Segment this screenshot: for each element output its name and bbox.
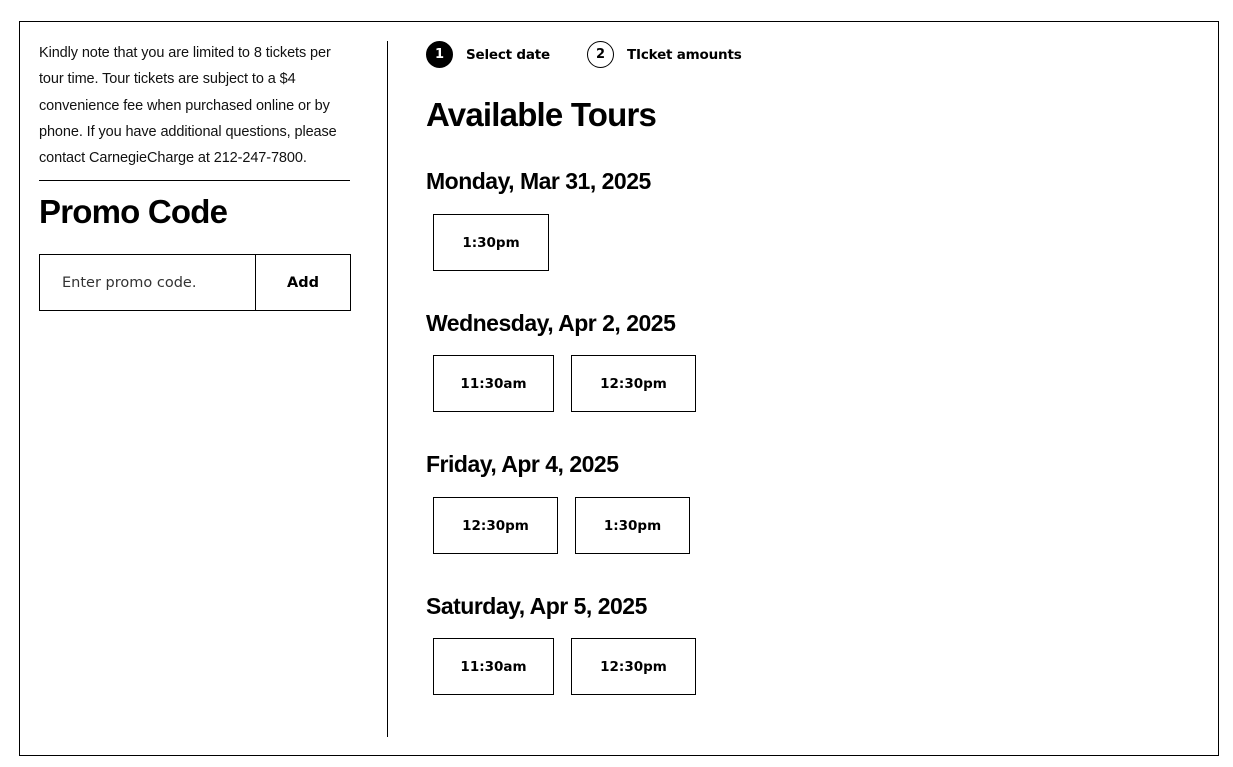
time-slot-button[interactable]: 12:30pm [571,355,696,412]
right-panel [426,41,1206,695]
vertical-divider [387,41,388,737]
time-slot-list [433,497,1206,554]
promo-code-input[interactable] [40,255,256,310]
time-slot-button[interactable]: 1:30pm [433,214,549,271]
step-indicator [426,41,1206,68]
step-ticket-amounts [587,41,742,68]
tour-date-heading: Friday, Apr 4, 2025 [426,451,619,477]
step-select-date [426,41,550,68]
step-label: TIcket amounts [627,46,742,63]
tour-day-sat-apr-5 [426,591,1206,695]
time-slot-button[interactable]: 11:30am [433,638,554,695]
time-slot-button[interactable]: 12:30pm [571,638,696,695]
time-slot-button[interactable]: 12:30pm [433,497,558,554]
step-number: 2 [587,41,614,68]
ticket-selection-panel [19,21,1219,756]
tour-date-heading: Monday, Mar 31, 2025 [426,168,651,194]
promo-code-title: Promo Code [39,193,228,231]
available-tours-title: Available Tours [426,96,657,133]
divider [39,180,350,181]
time-slot-list [433,355,1206,412]
promo-code-form [39,254,351,311]
step-label: Select date [466,46,551,63]
time-slot-list [433,214,1206,271]
tour-date-heading: Saturday, Apr 5, 2025 [426,593,647,619]
tour-day-wed-apr-2 [426,308,1206,412]
time-slot-list [433,638,1206,695]
tour-day-mon-mar-31 [426,166,1206,271]
time-slot-button[interactable]: 1:30pm [575,497,690,554]
left-panel [39,40,350,311]
tour-date-heading: Wednesday, Apr 2, 2025 [426,310,676,336]
tour-day-fri-apr-4 [426,449,1206,554]
ticket-limit-notice: Kindly note that you are limited to 8 tickets per tour time. Tour tickets are subject to a $4 convenience fee when purchased online or by phone. If you have additional questions, please contact CarnegieCharge at 212-247-7800. [39,45,337,167]
add-promo-button[interactable]: Add [256,255,350,310]
step-number: 1 [426,41,453,68]
time-slot-button[interactable]: 11:30am [433,355,554,412]
